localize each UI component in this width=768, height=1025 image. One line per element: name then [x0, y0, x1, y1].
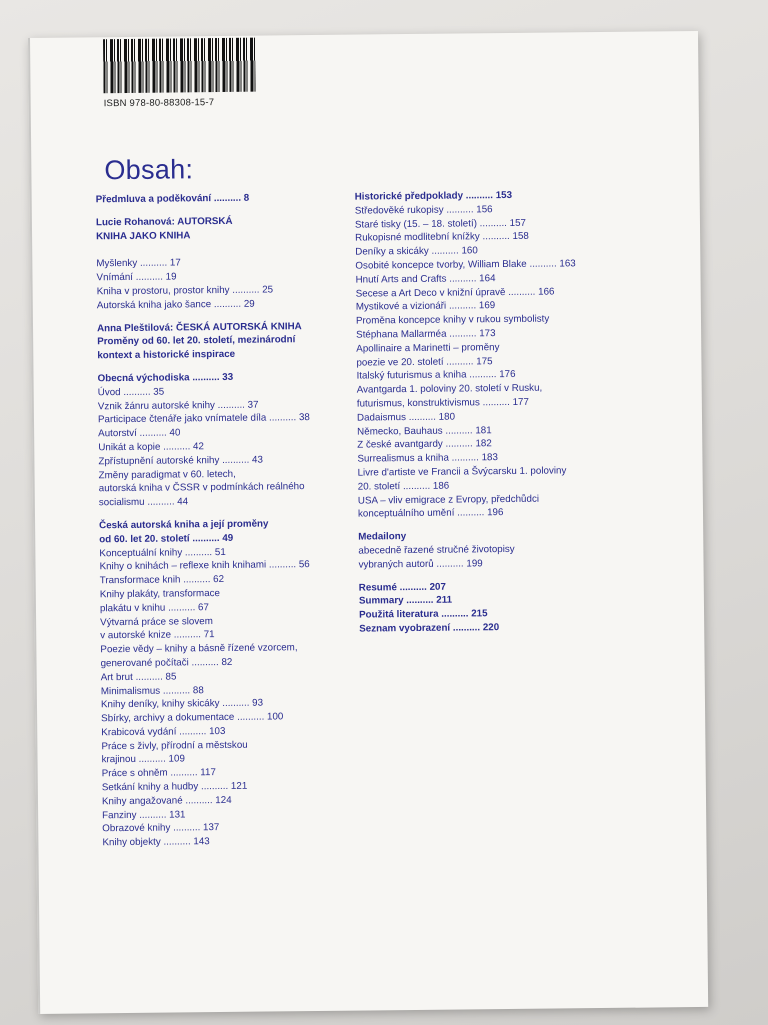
toc-entry: Rukopisné modlitební knížky .......... 158 [355, 231, 529, 244]
toc-entry: poezie ve 20. století .......... 175 [356, 355, 493, 369]
toc-entry: konceptuálního umění .......... 196 [357, 507, 504, 520]
toc-entry: Knihy plakáty, transformace [99, 587, 221, 601]
toc-entry: Středověké rukopisy .......... 156 [354, 203, 493, 217]
toc-heading: Česká autorská kniha a její proměny [99, 518, 269, 532]
toc-heading: Lucie Rohanová: AUTORSKÁ [95, 215, 233, 229]
toc-entry: Myšlenky .......... 17 [96, 257, 181, 270]
toc-entry: Stéphana Mallarméa .......... 173 [356, 328, 496, 341]
toc-entry: Avantgarda 1. poloviny 20. století v Rusku, [356, 382, 543, 396]
toc-entry: Art brut .......... 85 [100, 671, 177, 683]
toc-heading: od 60. let 20. století .......... 49 [99, 532, 234, 546]
toc-entry: futurismus, konstruktivismus .......... 177 [356, 396, 529, 410]
toc-entry: Poezie vědy – knihy a básně řízené vzorcem, [100, 642, 298, 656]
toc-heading: Summary .......... 211 [358, 594, 453, 607]
toc-heading: Použitá literatura .......... 215 [359, 608, 488, 621]
contents-left-column [96, 190, 373, 850]
toc-heading: KNIHA JAKO KNIHA [96, 229, 191, 242]
toc-entry: Zpřístupnění autorské knihy .......... 43 [98, 454, 263, 468]
toc-entry: Autorství .......... 40 [98, 427, 181, 440]
toc-entry: vybraných autorů .......... 199 [358, 557, 483, 571]
toc-entry: USA – vliv emigrace z Evropy, předchůdci [357, 493, 540, 507]
toc-entry: Kniha v prostoru, prostor knihy .......... 25 [96, 284, 274, 298]
book-back-cover [28, 31, 708, 1014]
toc-entry: Transformace knih .......... 62 [99, 574, 225, 587]
toc-entry: Práce s ohněm .......... 117 [101, 767, 216, 780]
toc-entry: Vznik žánru autorské knihy .......... 37 [97, 399, 259, 412]
toc-entry: krajinou .......... 109 [101, 753, 185, 766]
toc-entry: plakátu v knihu .......... 67 [99, 601, 209, 614]
toc-entry: Surrealismus a kniha .......... 183 [357, 452, 498, 465]
toc-entry: Obrazové knihy .......... 137 [102, 822, 220, 835]
toc-entry: Změny paradigmat v 60. letech, [98, 468, 236, 481]
toc-entry: Unikát a kopie .......... 42 [98, 441, 205, 454]
toc-entry: Fanziny .......... 131 [102, 809, 186, 821]
toc-entry: Knihy objekty .......... 143 [102, 836, 210, 849]
toc-entry: Knihy o knihách – reflexe knih knihami .......... 56 [99, 559, 310, 573]
toc-heading: Obecná východiska .......... 33 [97, 371, 234, 385]
toc-entry: Mystikové a vizionáři .......... 169 [355, 300, 496, 313]
toc-entry: Krabicová vydání .......... 103 [101, 725, 226, 739]
toc-entry: 20. století .......... 186 [357, 480, 450, 493]
barcode-image [103, 38, 256, 94]
toc-entry: Italský futurismus a kniha .......... 176 [356, 369, 516, 382]
toc-entry: Secese a Art Deco v knižní úpravě .......... 166 [355, 286, 555, 300]
toc-heading: Resumé .......... 207 [358, 581, 446, 594]
toc-entry: v autorské knize .......... 71 [100, 629, 215, 642]
toc-heading: Anna Pleštilová: ČESKÁ AUTORSKÁ KNIHA [96, 320, 302, 334]
toc-heading: Proměny od 60. let 20. století, mezinárodní [97, 334, 296, 348]
toc-heading: Předmluva a poděkování .......... 8 [95, 192, 250, 206]
toc-entry: socialismu .......... 44 [98, 496, 189, 509]
toc-heading: Historické předpoklady .......... 153 [354, 189, 513, 203]
toc-entry: Dadaismus .......... 180 [356, 411, 456, 424]
toc-entry: abecedně řazené stručné životopisy [358, 543, 515, 557]
toc-heading: Medailony [358, 531, 407, 543]
toc-entry: Autorská kniha jako šance .......... 29 [96, 298, 255, 312]
toc-entry: autorská kniha v ČSSR v podmínkách reálného [98, 481, 305, 495]
toc-entry: Úvod .......... 35 [97, 386, 165, 399]
toc-entry: Konceptuální knihy .......... 51 [99, 546, 226, 559]
isbn-text: ISBN 978-80-88308-15-7 [103, 97, 215, 110]
toc-entry: generované počítači .......... 82 [100, 656, 233, 670]
toc-entry: Knihy angažované .......... 124 [101, 794, 232, 808]
toc-entry: Knihy deníky, knihy skicáky .......... 93 [100, 697, 264, 711]
toc-entry: Minimalismus .......... 88 [100, 684, 204, 697]
toc-entry: Osobité koncepce tvorby, William Blake .......... 163 [355, 258, 576, 272]
toc-entry: Livre d'artiste ve Francii a Švýcarsku 1. poloviny [357, 465, 567, 479]
toc-entry: Proměna koncepce knihy v rukou symbolisty [355, 313, 550, 327]
toc-entry: Deníky a skicáky .......... 160 [355, 245, 478, 258]
contents-right-column [355, 187, 680, 636]
toc-entry: Německo, Bauhaus .......... 181 [357, 424, 492, 438]
toc-entry: Apollinaire a Marinetti – proměny [356, 341, 500, 355]
toc-heading: kontext a historické inspirace [97, 349, 236, 362]
toc-entry: Participace čtenáře jako vnímatele díla .......... 38 [97, 412, 310, 426]
toc-entry: Z české avantgardy .......... 182 [357, 438, 492, 451]
toc-entry: Hnutí Arts and Crafts .......... 164 [355, 272, 496, 286]
toc-heading: Seznam vyobrazení .......... 220 [359, 622, 500, 635]
toc-entry: Výtvarná práce se slovem [100, 615, 213, 628]
toc-entry: Práce s živly, přírodní a městskou [101, 739, 248, 752]
toc-entry: Vnímání .......... 19 [96, 271, 177, 284]
contents-title: Obsah: [104, 154, 194, 186]
toc-entry: Sbírky, archivy a dokumentace .......... 100 [101, 711, 284, 725]
toc-entry: Setkání knihy a hudby .......... 121 [101, 780, 248, 794]
toc-entry: Staré tisky (15. – 18. století) .......... 157 [354, 217, 527, 231]
